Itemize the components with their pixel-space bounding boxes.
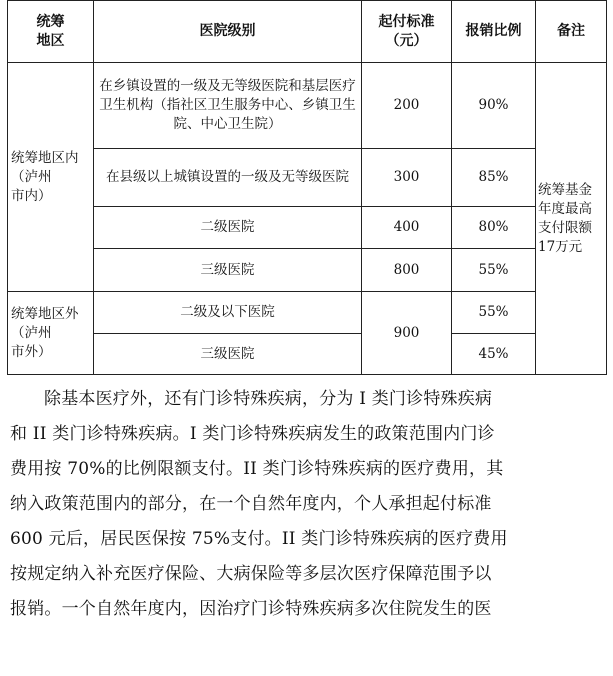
threshold-cell: 400: [362, 207, 452, 249]
header-threshold: 起付标准 （元）: [362, 1, 452, 63]
paragraph-line: 报销。一个自然年度内，因治疗门诊特殊疾病多次住院发生的医: [10, 599, 492, 619]
table-row: [8, 149, 607, 207]
table-row: [8, 334, 607, 375]
hospital-level-cell: 三级医院: [94, 334, 362, 375]
header-ratio: 报销比例: [452, 1, 536, 63]
ratio-cell: 90%: [452, 63, 536, 149]
table-header-row: [8, 1, 607, 63]
table-row: [8, 249, 607, 292]
paragraph-line: 和 II 类门诊特殊疾病。I 类门诊特殊疾病发生的政策范围内门诊: [10, 424, 495, 444]
body-paragraph: [10, 382, 606, 627]
threshold-cell: 300: [362, 149, 452, 207]
hospital-level-cell: 在县级以上城镇设置的一级及无等级医院: [94, 149, 362, 207]
hospital-level-cell: 三级医院: [94, 249, 362, 292]
paragraph-line: 600 元后，居民医保按 75%支付。II 类门诊特殊疾病的医疗费用: [10, 529, 508, 549]
table-row: [8, 292, 607, 334]
table-row: [8, 207, 607, 249]
threshold-cell: 200: [362, 63, 452, 149]
region-inside: 统筹地区内 （泸州 市内）: [8, 63, 94, 292]
threshold-cell: 900: [362, 292, 452, 375]
reimbursement-table: [7, 0, 607, 375]
header-hospital-level: 医院级别: [94, 1, 362, 63]
table-row: [8, 63, 607, 149]
hospital-level-cell: 二级及以下医院: [94, 292, 362, 334]
paragraph-line: 除基本医疗外，还有门诊特殊疾病，分为 I 类门诊特殊疾病: [44, 389, 493, 409]
remark-cell: 统筹基金年度最高支付限额17万元: [536, 63, 607, 375]
header-region: 统筹 地区: [8, 1, 94, 63]
region-outside: 统筹地区外 （泸州 市外）: [8, 292, 94, 375]
ratio-cell: 85%: [452, 149, 536, 207]
hospital-level-cell: 在乡镇设置的一级及无等级医院和基层医疗卫生机构（指社区卫生服务中心、乡镇卫生院、中心卫生院）: [94, 63, 362, 149]
paragraph-line: 纳入政策范围内的部分，在一个自然年度内，个人承担起付标准: [10, 494, 492, 514]
threshold-cell: 800: [362, 249, 452, 292]
header-remark: 备注: [536, 1, 607, 63]
ratio-cell: 55%: [452, 292, 536, 334]
ratio-cell: 80%: [452, 207, 536, 249]
hospital-level-cell: 二级医院: [94, 207, 362, 249]
ratio-cell: 55%: [452, 249, 536, 292]
paragraph-line: 按规定纳入补充医疗保险、大病保险等多层次医疗保障范围予以: [10, 564, 492, 584]
paragraph-line: 费用按 70%的比例限额支付。II 类门诊特殊疾病的医疗费用，其: [10, 459, 504, 479]
ratio-cell: 45%: [452, 334, 536, 375]
